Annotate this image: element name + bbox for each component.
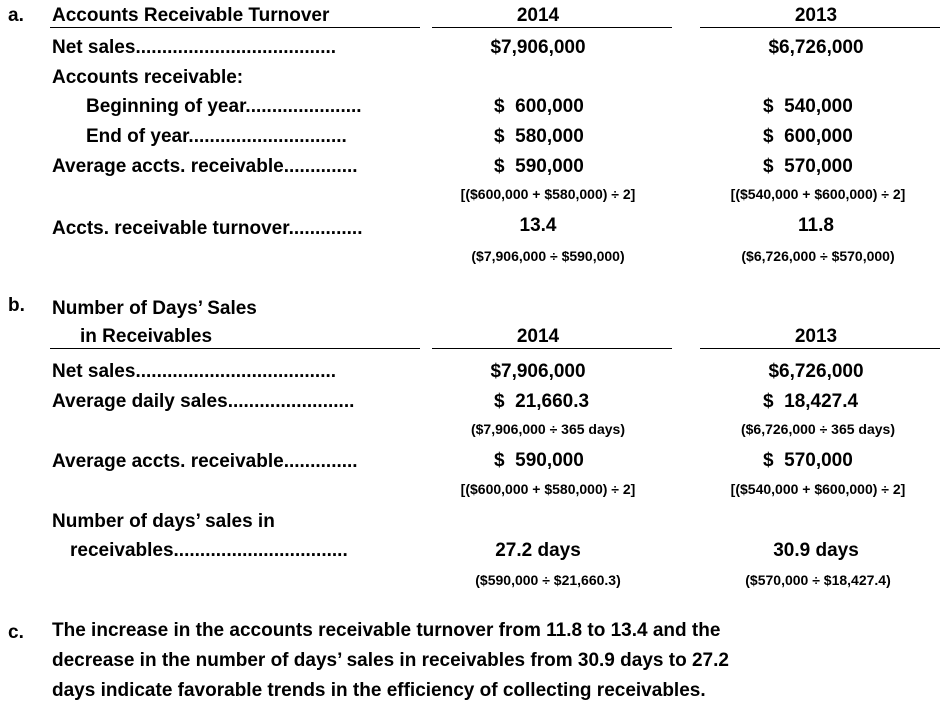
- calc-note-2014: [($600,000 + $580,000) ÷ 2]: [460, 186, 636, 202]
- row-label: End of year..............................: [86, 126, 347, 147]
- value-2013: 11.8: [798, 215, 834, 236]
- section-b-heading-line1: Number of Days’ Sales: [52, 298, 257, 319]
- conclusion-line: decrease in the number of days’ sales in receivables from 30.9 days to 27.2: [52, 650, 729, 671]
- value-2014: $ 580,000: [494, 126, 584, 147]
- section-a-col-2013: 2013: [794, 5, 838, 26]
- row-label: Average accts. receivable..............: [52, 156, 358, 177]
- section-c-marker: c.: [8, 622, 24, 643]
- value-2014: $ 600,000: [494, 96, 584, 117]
- section-a-rule-label: [50, 27, 420, 28]
- row-label: Accts. receivable turnover..............: [52, 218, 363, 239]
- value-2014: $7,906,000: [490, 361, 586, 382]
- row-label: Net sales......................................: [52, 361, 337, 382]
- value-2014: $ 590,000: [494, 450, 584, 471]
- section-b-marker: b.: [8, 295, 25, 316]
- value-2014: 27.2 days: [495, 540, 581, 561]
- value-2013: $6,726,000: [768, 361, 864, 382]
- section-a-marker: a.: [8, 5, 24, 26]
- conclusion-line: The increase in the accounts receivable turnover from 11.8 to 13.4 and the: [52, 620, 721, 641]
- row-label: Number of days’ sales in: [52, 511, 275, 532]
- section-b-rule-2014: [432, 348, 672, 349]
- row-label: Average daily sales........................: [52, 391, 355, 412]
- value-2013: $ 600,000: [763, 126, 853, 147]
- section-a-rule-2013: [700, 27, 940, 28]
- row-label: Accounts receivable:: [52, 67, 244, 88]
- section-a-col-2014: 2014: [516, 5, 560, 26]
- value-2013: 30.9 days: [773, 540, 859, 561]
- value-2013: $ 570,000: [763, 156, 853, 177]
- calc-note-2013: [($540,000 + $600,000) ÷ 2]: [730, 186, 906, 202]
- calc-note-2014: [($600,000 + $580,000) ÷ 2]: [460, 481, 636, 497]
- section-b-heading-line2: in Receivables: [80, 326, 213, 347]
- calc-note-2014: ($590,000 ÷ $21,660.3): [475, 572, 621, 588]
- section-a-heading: Accounts Receivable Turnover: [52, 5, 330, 26]
- section-b-rule-2013: [700, 348, 940, 349]
- calc-note-2014: ($7,906,000 ÷ 365 days): [470, 421, 625, 437]
- value-2014: $ 590,000: [494, 156, 584, 177]
- row-label: Beginning of year......................: [86, 96, 362, 117]
- row-label: receivables.................................: [70, 540, 348, 561]
- calc-note-2013: [($540,000 + $600,000) ÷ 2]: [730, 481, 906, 497]
- calc-note-2014: ($7,906,000 ÷ $590,000): [471, 248, 625, 264]
- row-label: Average accts. receivable..............: [52, 451, 358, 472]
- value-2013: $6,726,000: [768, 37, 864, 58]
- value-2013: $ 570,000: [763, 450, 853, 471]
- row-label: Net sales......................................: [52, 37, 337, 58]
- section-b-col-2013: 2013: [794, 326, 838, 347]
- calc-note-2013: ($6,726,000 ÷ $570,000): [741, 248, 895, 264]
- conclusion-line: days indicate favorable trends in the efficiency of collecting receivables.: [52, 680, 706, 701]
- value-2014: 13.4: [519, 215, 557, 236]
- value-2013: $ 540,000: [763, 96, 853, 117]
- section-a-rule-2014: [432, 27, 672, 28]
- value-2014: $ 21,660.3: [494, 391, 590, 412]
- value-2013: $ 18,427.4: [763, 391, 859, 412]
- value-2014: $7,906,000: [490, 37, 586, 58]
- calc-note-2013: ($6,726,000 ÷ 365 days): [740, 421, 895, 437]
- calc-note-2013: ($570,000 ÷ $18,427.4): [745, 572, 891, 588]
- section-b-rule-label: [50, 348, 420, 349]
- section-b-col-2014: 2014: [516, 326, 560, 347]
